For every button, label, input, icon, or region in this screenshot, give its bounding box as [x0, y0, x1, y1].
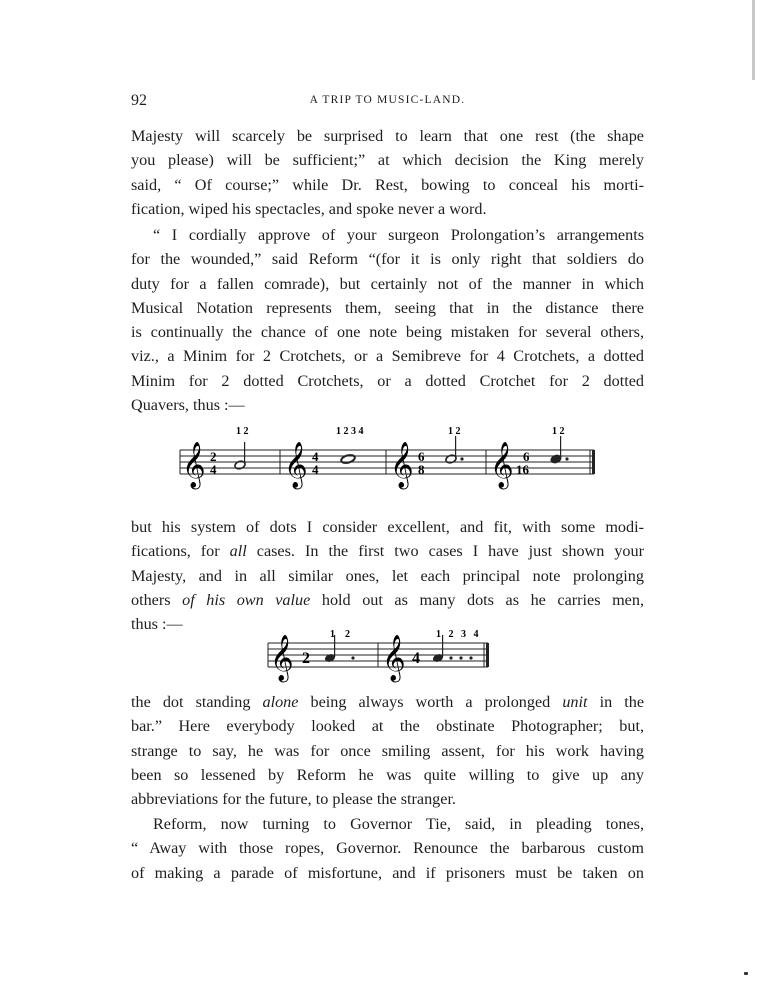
music-example-2: [266, 625, 496, 695]
treble-clef-icon: 𝄞: [390, 442, 414, 488]
text-line: bar.” Here everybody looked at the obstinate Photographer; but,: [131, 717, 644, 736]
scan-edge-line: [752, 0, 755, 80]
treble-clef-icon: 𝄞: [182, 442, 206, 488]
text-line: but his system of dots I consider excellent, and fit, with some modi-: [131, 518, 644, 536]
music-staff-2: [266, 625, 496, 695]
treble-clef-icon: 𝄞: [382, 635, 406, 681]
time-signature: 2: [302, 650, 310, 667]
text-line: strange to say, he was for once smiling assent, for his work having: [131, 741, 644, 760]
text-line: Reform, now turning to Governor Tie, said, in pleading tones,: [153, 815, 644, 833]
text-line: viz., a Minim for 2 Crotchets, or a Semibreve for 4 Crotchets, a dotted: [131, 347, 644, 366]
time-signature-top: 4: [312, 449, 319, 464]
paragraph-1: [131, 124, 644, 221]
time-signature-top: 6: [418, 449, 425, 464]
text-line: abbreviations for the future, to please the stranger.: [131, 790, 456, 809]
beat-counts: 1 2: [330, 629, 350, 640]
time-signature-bottom: 4: [210, 462, 217, 477]
text-line: others of his own value hold out as many dots as he carries men,: [131, 590, 644, 609]
text-line: “ Away with those ropes, Governor. Renounce the barbarous custom: [131, 839, 644, 858]
beat-counts: 1 2 3 4: [336, 426, 364, 437]
text-line: Quavers, thus :—: [131, 396, 245, 415]
text-line: fication, wiped his spectacles, and spoke never a word.: [131, 199, 487, 218]
page-header: [131, 92, 644, 112]
paragraph-3: [131, 515, 644, 636]
running-title: A TRIP TO MUSIC-LAND.: [309, 94, 466, 106]
time-signature: 4: [412, 650, 420, 667]
text-line: the dot standing alone being always worth a prolonged unit in the: [131, 693, 644, 711]
treble-clef-icon: 𝄞: [490, 442, 514, 488]
scan-speck: [744, 972, 748, 975]
beat-counts: 1 2 3 4: [436, 629, 479, 640]
paragraph-5: [131, 812, 644, 885]
page-number: 92: [131, 92, 147, 109]
beat-counts: 1 2: [236, 426, 249, 437]
text-line: “ I cordially approve of your surgeon Prolongation’s arrangements: [153, 226, 644, 244]
music-example-1: [178, 420, 602, 496]
treble-clef-icon: 𝄞: [284, 442, 308, 488]
text-line: duty for a fallen comrade), but certainly not of the manner in which: [131, 274, 644, 293]
time-signature-bottom: 4: [312, 462, 319, 477]
text-line: Majesty will scarcely be surprised to learn that one rest (the shape: [131, 127, 644, 145]
text-line: thus :—: [131, 615, 183, 634]
text-line: for the wounded,” said Reform “(for it is only right that soldiers do: [131, 250, 644, 269]
time-signature-bottom: 16: [516, 462, 529, 477]
beat-counts: 1 2: [448, 426, 461, 437]
semibreve-note: [340, 454, 355, 465]
text-line: of making a parade of misfortune, and if prisoners must be taken on: [131, 863, 644, 882]
text-line: Minim for 2 dotted Crotchets, or a dotted Crotchet for 2 dotted: [131, 371, 644, 390]
text-line: said, “ Of course;” while Dr. Rest, bowing to conceal his morti-: [131, 175, 644, 194]
text-line: fications, for all cases. In the first two cases I have just shown your: [131, 542, 645, 561]
paragraph-2: [131, 223, 644, 417]
text-line: Musical Notation represents them, seeing that in the distance there: [131, 298, 644, 317]
paragraph-4: [131, 690, 644, 811]
treble-clef-icon: 𝄞: [270, 635, 294, 681]
time-signature-bottom: 8: [418, 462, 425, 477]
text-line: you please) will be sufficient;” at which decision the King merely: [131, 151, 644, 170]
time-signature-top: 2: [210, 449, 217, 464]
beat-counts: 1 2: [552, 426, 565, 437]
time-signature-top: 6: [523, 449, 530, 464]
text-line: is continually the chance of one note being mistaken for several others,: [131, 323, 644, 342]
music-staff-1: [178, 420, 602, 496]
text-line: been so lessened by Reform he was quite willing to give up any: [131, 765, 644, 784]
text-line: Majesty, and in all similar ones, let each principal note prolonging: [131, 566, 644, 585]
